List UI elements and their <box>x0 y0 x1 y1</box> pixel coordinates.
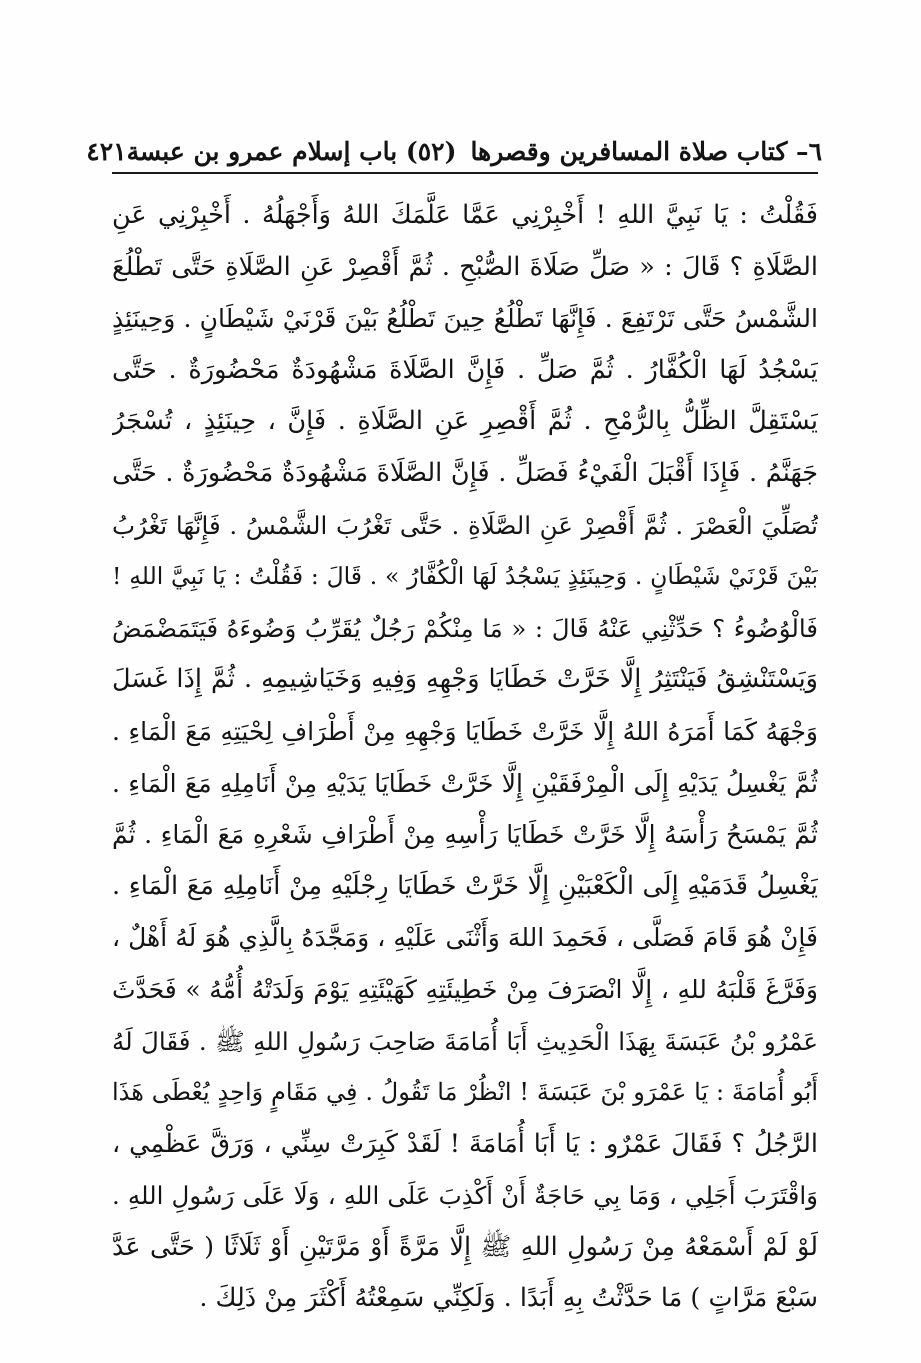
text-line: بَيْنَ قَرْنَيْ شَيْطَانٍ . وَحِينَئِذٍ يَسْجُدُ لَهَا الْكُفَّارُ » . قَالَ : فَقُلْتُ : يَا نَبِيَّ اللهِ ! <box>112 562 818 591</box>
text-line: عَمْرُو بْنُ عَبَسَةَ بِهَذَا الْحَدِيثِ أَبَا أُمَامَةَ صَاحِبَ رَسُولِ اللهِ ﷺ . فَقَالَ لَهُ <box>112 1026 818 1056</box>
text-line: فَالْوُضُوءُ ؟ حَدِّثْنِي عَنْهُ قَالَ : « مَا مِنْكُمْ رَجُلٌ يُقَرِّبُ وَضُوءَهُ فَيَتَمَضْمَضُ <box>112 613 818 643</box>
text-line: الرَّجُلُ ؟ فَقَالَ عَمْرٌو : يَا أَبَا أُمَامَةَ ! لَقَدْ كَبِرَتْ سِنِّي ، وَرَقَّ عَظْمِي ، <box>112 1128 818 1159</box>
page-number: ٤٢١ <box>86 137 127 166</box>
text-line: ثُمَّ يَغْسِلُ يَدَيْهِ إِلَى الْمِرْفَقَيْنِ إِلَّا خَرَّتْ خَطَايَا يَدَيْهِ مِنْ أَنَامِلِهِ مَعَ الْمَاءِ . <box>112 768 818 798</box>
text-line: وَفَرَّغَ قَلْبَهُ للهِ ، إِلَّا انْصَرَفَ مِنْ خَطِيئَتِهِ كَهَيْئَتِهِ يَوْمَ وَلَدَتْهُ أُمُّهُ » فَحَدَّثَ <box>112 974 818 1004</box>
text-line: وَاقْتَرَبَ أَجَلِي ، وَمَا بِي حَاجَةٌ أَنْ أَكْذِبَ عَلَى اللهِ ، وَلَا عَلَى رَسُولِ اللهِ . <box>112 1181 818 1211</box>
text-line: يَسْتَقِلَّ الظِّلُّ بِالرُّمْحِ . ثُمَّ أَقْصِرِ عَنِ الصَّلَاةِ . فَإِنَّ ، حِينَئِذٍ ، تُسْجَرُ <box>112 406 818 437</box>
text-line: الصَّلَاةِ ؟ قَالَ : « صَلِّ صَلَاةَ الصُّبْحِ . ثُمَّ أَقْصِرْ عَنِ الصَّلَاةِ حَتَّى تَطْلُعَ <box>112 251 818 282</box>
text-line: فَإِنْ هُوَ قَامَ فَصَلَّى ، فَحَمِدَ اللهَ وَأَثْنَى عَلَيْهِ ، وَمَجَّدَهُ بِالَّذِي هُوَ لَهُ أَهْلٌ ، <box>112 923 818 953</box>
text-line: ثُمَّ يَمْسَحُ رَأْسَهُ إِلَّا خَرَّتْ خَطَايَا رَأْسِهِ مِنْ أَطْرَافِ شَعْرِهِ مَعَ الْمَاءِ . ثُمَّ <box>112 820 818 850</box>
chapter-title: ٦– كتاب صلاة المسافرين وقصرها <box>470 137 822 166</box>
section-title: (٥٢) باب إسلام عمرو بن عبسة <box>126 137 457 166</box>
text-line: يَغْسِلُ قَدَمَيْهِ إِلَى الْكَعْبَيْنِ إِلَّا خَرَّتْ خَطَايَا رِجْلَيْهِ مِنْ أَنَامِلِهِ مَعَ الْمَاءِ . <box>112 870 818 901</box>
text-line: سَبْعَ مَرَّاتٍ ) مَا حَدَّثْتُ بِهِ أَبَدًا . وَلَكِنِّي سَمِعْتُهُ أَكْثَرَ مِنْ ذَلِكَ . <box>199 1283 818 1314</box>
text-line: وَجْهَهُ كَمَا أَمَرَهُ اللهُ إِلَّا خَرَّتْ خَطَايَا وَجْهِهِ مِنْ أَطْرَافِ لِحْيَتِهِ مَعَ الْمَاءِ . <box>112 716 818 746</box>
text-line: الشَّمْسُ حَتَّى تَرْتَفِعَ . فَإِنَّهَا تَطْلُعُ حِينَ تَطْلُعُ بَيْنَ قَرْنَيْ شَيْطَانٍ . وَحِينَئِذٍ <box>112 304 818 334</box>
text-line: أَبُو أُمَامَةَ : يَا عَمْرَو بْنَ عَبَسَةَ ! انْظُرْ مَا تَقُولُ . فِي مَقَامٍ وَاحِدٍ يُعْطَى هَذَا <box>112 1078 818 1107</box>
text-line: جَهَنَّمُ . فَإِذَا أَقْبَلَ الْفَيْءُ فَصَلِّ . فَإِنَّ الصَّلَاةَ مَشْهُودَةٌ مَحْضُورَةٌ . حَتَّى <box>112 457 818 488</box>
header-rule <box>112 172 818 174</box>
text-line: يَسْجُدُ لَهَا الْكُفَّارُ . ثُمَّ صَلِّ . فَإِنَّ الصَّلَاةَ مَشْهُودَةٌ مَحْضُورَةٌ . حَتَّى <box>112 354 818 385</box>
running-header <box>86 124 822 168</box>
text-line: تُصَلِّيَ الْعَصْرَ . ثُمَّ أَقْصِرْ عَنِ الصَّلَاةِ . حَتَّى تَغْرُبَ الشَّمْسُ . فَإِنَّهَا تَغْرُبُ <box>112 510 818 540</box>
hadith-text <box>112 190 818 1325</box>
text-line: وَيَسْتَنْشِقُ فَيَنْتَثِرُ إِلَّا خَرَّتْ خَطَايَا وَجْهِهِ وَفِيهِ وَخَيَاشِيمِهِ . ثُمَّ إِذَا غَسَلَ <box>112 664 818 695</box>
text-line: فَقُلْتُ : يَا نَبِيَّ اللهِ ! أَخْبِرْنِي عَمَّا عَلَّمَكَ اللهُ وَأَجْهَلُهُ . أَخْبِرْنِي عَنِ <box>112 200 818 230</box>
text-line: لَوْ لَمْ أَسْمَعْهُ مِنْ رَسُولِ اللهِ ﷺ إِلَّا مَرَّةً أَوْ مَرَّتَيْنِ أَوْ ثَلَاثًا ( حَتَّى عَدَّ <box>112 1231 818 1262</box>
running-title <box>127 136 822 168</box>
